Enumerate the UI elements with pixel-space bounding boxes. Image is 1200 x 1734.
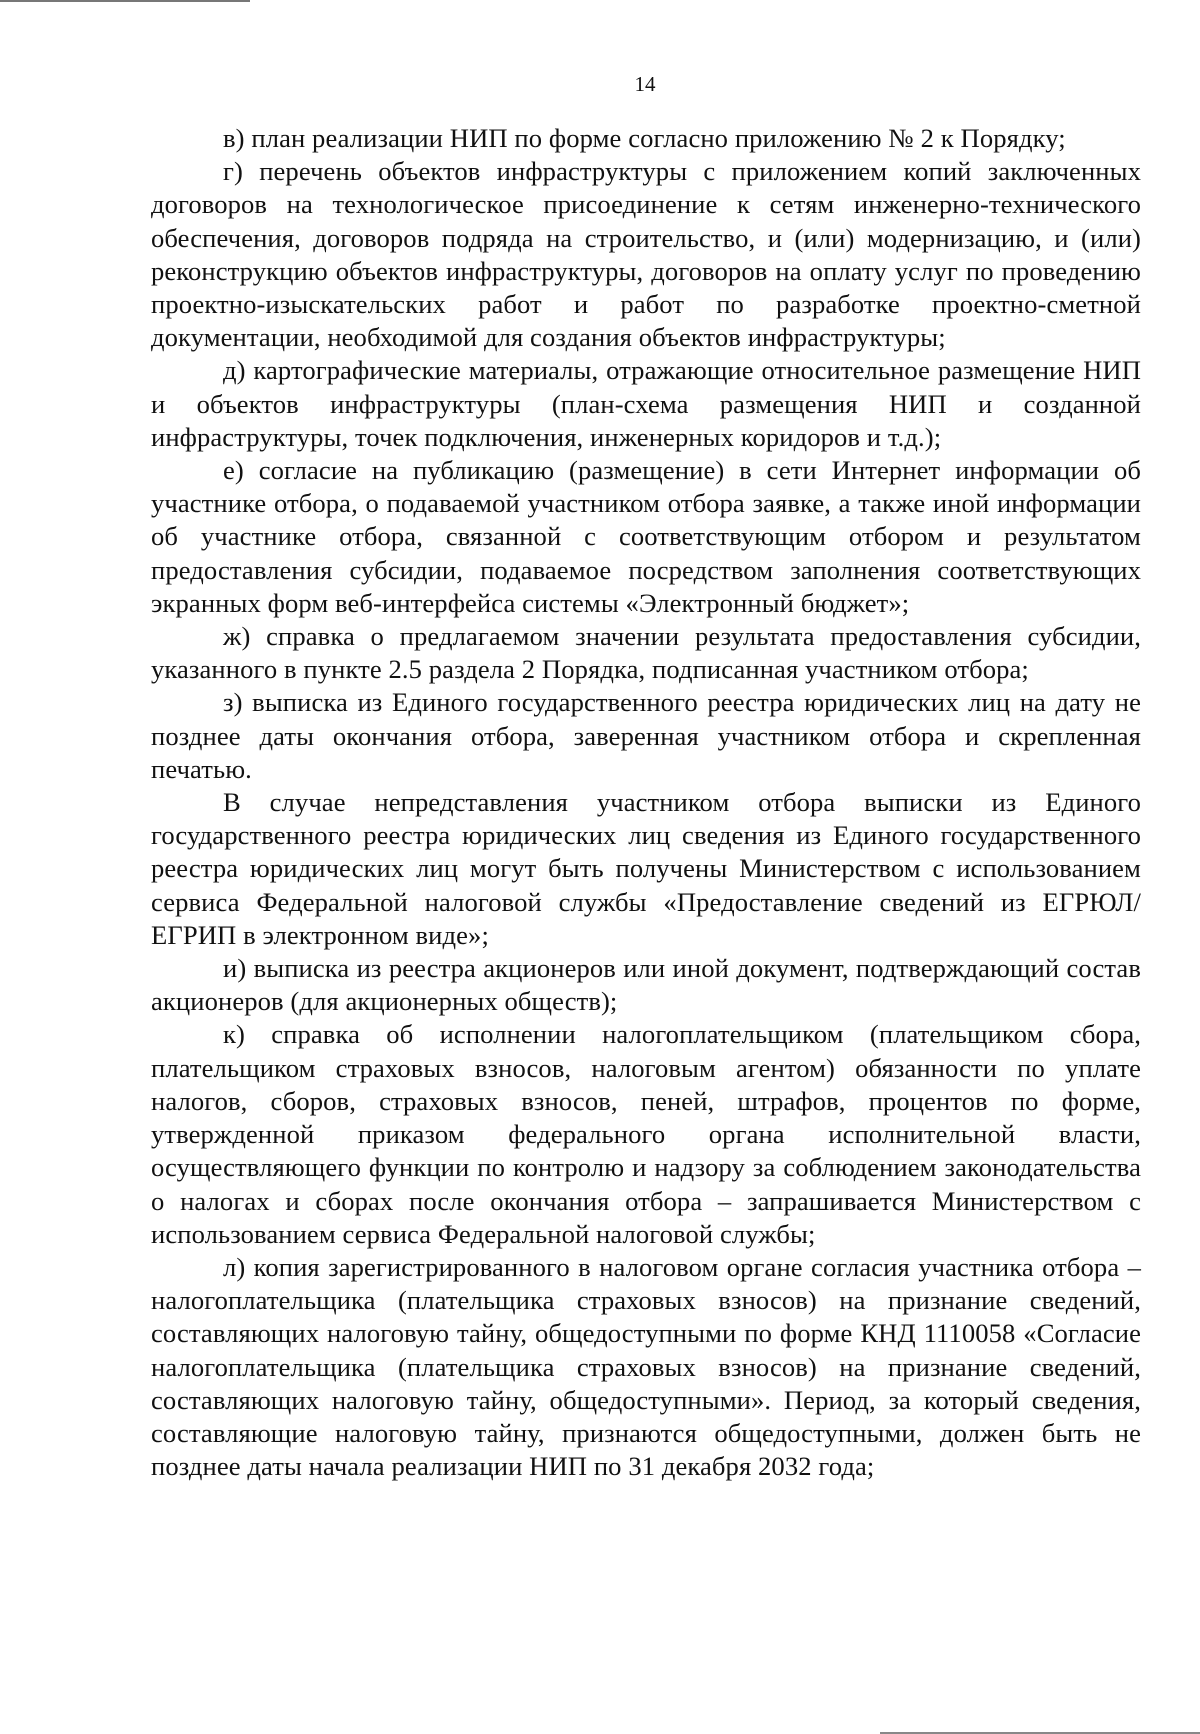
scan-edge-top xyxy=(0,0,250,2)
paragraph-i: и) выписка из реестра акционеров или иной документ, подтверждающий состав акционеров (для акционерных обществ); xyxy=(151,953,1141,1017)
paragraph-case-note: В случае непредставления участником отбора выписки из Единого государственного реестра юридических лиц сведения из Единого государственного реестра юридических лиц могут быть получены Министерством с использованием сервиса Федеральной налоговой службы «Предоставление сведений из ЕГРЮЛ/ЕГРИП в электронном виде»; xyxy=(151,787,1141,950)
paragraph-e: е) согласие на публикацию (размещение) в сети Интернет информации об участнике отбора, о подаваемой участником отбора заявке, а также иной информации об участнике отбора, связанной с соответствующим отбором и результатом предоставления субсидии, подаваемое посредством заполнения соответствующих экранных форм веб-интерфейса системы «Электронный бюджет»; xyxy=(151,455,1141,618)
document-body xyxy=(151,122,1141,1483)
paragraph-z: з) выписка из Единого государственного реестра юридических лиц на дату не позднее даты окончания отбора, заверенная участником отбора и скрепленная печатью. xyxy=(151,687,1141,784)
paragraph-d: д) картографические материалы, отражающие относительное размещение НИП и объектов инфраструктуры (план-схема размещения НИП и созданной инфраструктуры, точек подключения, инженерных коридоров и т.д.); xyxy=(151,355,1141,452)
paragraph-l: л) копия зарегистрированного в налоговом органе согласия участника отбора – налогоплательщика (плательщика страховых взносов) на признание сведений, составляющих налоговую тайну, общедоступными по форме КНД 1110058 «Согласие налогоплательщика (плательщика страховых взносов) на признание сведений, составляющих налоговую тайну, общедоступными». Период, за который сведения, составляющие налоговую тайну, признаются общедоступными, должен быть не позднее даты начала реализации НИП по 31 декабря 2032 года; xyxy=(151,1251,1141,1482)
page-number: 14 xyxy=(634,72,656,96)
paragraph-v: в) план реализации НИП по форме согласно приложению № 2 к Порядку; xyxy=(223,123,1066,153)
paragraph-k: к) справка об исполнении налогоплательщиком (плательщиком сбора, плательщиком страховых взносов, налоговым агентом) обязанности по уплате налогов, сборов, страховых взносов, пеней, штрафов, процентов по форме, утвержденной приказом федерального органа исполнительной власти, осуществляющего функции по контролю и надзору за соблюдением законодательства о налогах и сборах после окончания отбора – запрашивается Министерством с использованием сервиса Федеральной налоговой службы; xyxy=(151,1019,1141,1249)
paragraph-g: г) перечень объектов инфраструктуры с приложением копий заключенных договоров на технологическое присоединение к сетям инженерно-технического обеспечения, договоров подряда на строительство, и (или) модернизацию, и (или) реконструкцию объектов инфраструктуры, договоров на оплату услуг по проведению проектно-изыскательских работ и работ по разработке проектно-сметной документации, необходимой для создания объектов инфраструктуры; xyxy=(151,156,1141,353)
paragraph-zh: ж) справка о предлагаемом значении результата предоставления субсидии, указанного в пункте 2.5 раздела 2 Порядка, подписанная участником отбора; xyxy=(151,621,1141,685)
